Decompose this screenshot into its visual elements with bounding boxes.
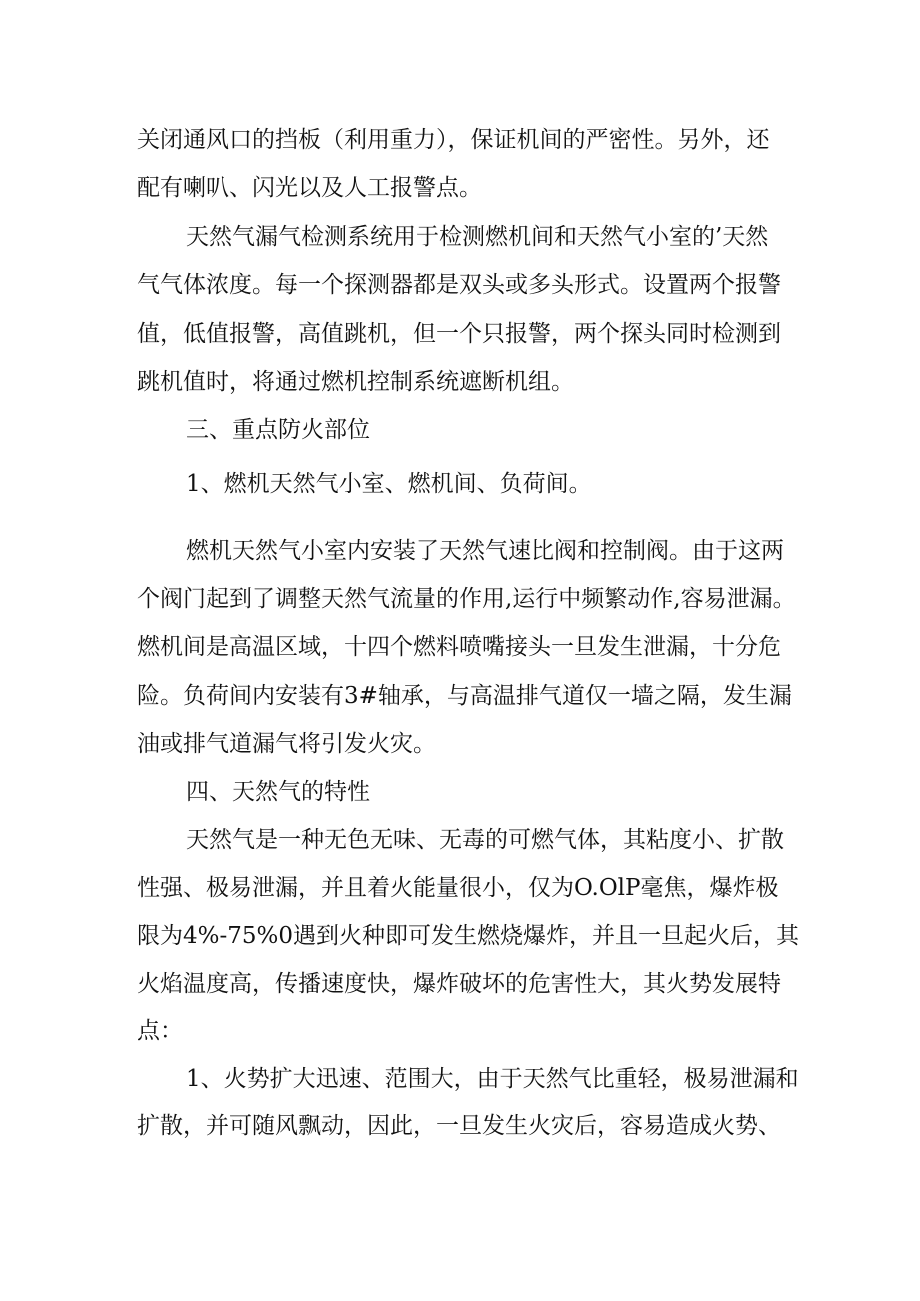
- paragraph-line: 值，低值报警，高值跳机，但一个只报警，两个探头同时检测到: [137, 321, 781, 347]
- paragraph-line: 油或排气道漏气将引发火灾。: [137, 731, 436, 757]
- paragraph-line: 燃机间是高温区域，十四个燃料喷嘴接头一旦发生泄漏，十分危: [137, 634, 781, 660]
- paragraph-line: 点：: [137, 1018, 183, 1044]
- paragraph-line: 限为4%-75%0遇到火种即可发生燃烧爆炸，并且一旦起火后，其: [137, 923, 800, 949]
- paragraph-line: 火焰温度高，传播速度快，爆炸破坏的危害性大，其火势发展特: [137, 971, 781, 997]
- section-heading: 四、天然气的特性: [186, 779, 370, 805]
- paragraph-line: 扩散，并可随风飘动，因此，一旦发生火灾后，容易造成火势、: [137, 1113, 781, 1139]
- paragraph-line: 性强、极易泄漏，并且着火能量很小，仅为O.OlP毫焦，爆炸极: [137, 875, 779, 901]
- paragraph-line: 天然气是一种无色无味、无毒的可燃气体，其粘度小、扩散: [186, 827, 784, 853]
- paragraph-line: 1、火势扩大迅速、范围大，由于天然气比重轻，极易泄漏和: [186, 1066, 799, 1092]
- paragraph-line: 气气体浓度。每一个探测器都是双头或多头形式。设置两个报警: [137, 272, 781, 298]
- paragraph-line: 险。负荷间内安装有3#轴承，与高温排气道仅一墙之隔，发生漏: [137, 683, 792, 709]
- paragraph-line: 燃机天然气小室内安装了天然气速比阀和控制阀。由于这两: [186, 538, 784, 564]
- paragraph-line: 配有喇叭、闪光以及人工报警点。: [137, 175, 482, 201]
- paragraph-line: 天然气漏气检测系统用于检测燃机间和天然气小室的’天然: [186, 224, 769, 250]
- subsection-heading: 1、燃机天然气小室、燃机间、负荷间。: [186, 471, 592, 497]
- paragraph-line: 关闭通风口的挡板（利用重力），保证机间的严密性。另外，还: [137, 127, 770, 153]
- section-heading: 三、重点防火部位: [186, 417, 370, 443]
- paragraph-line: 个阀门起到了调整天然气流量的作用,运行中频繁动作,容易泄漏。: [137, 586, 796, 612]
- paragraph-line: 跳机值时，将通过燃机控制系统遮断机组。: [137, 369, 574, 395]
